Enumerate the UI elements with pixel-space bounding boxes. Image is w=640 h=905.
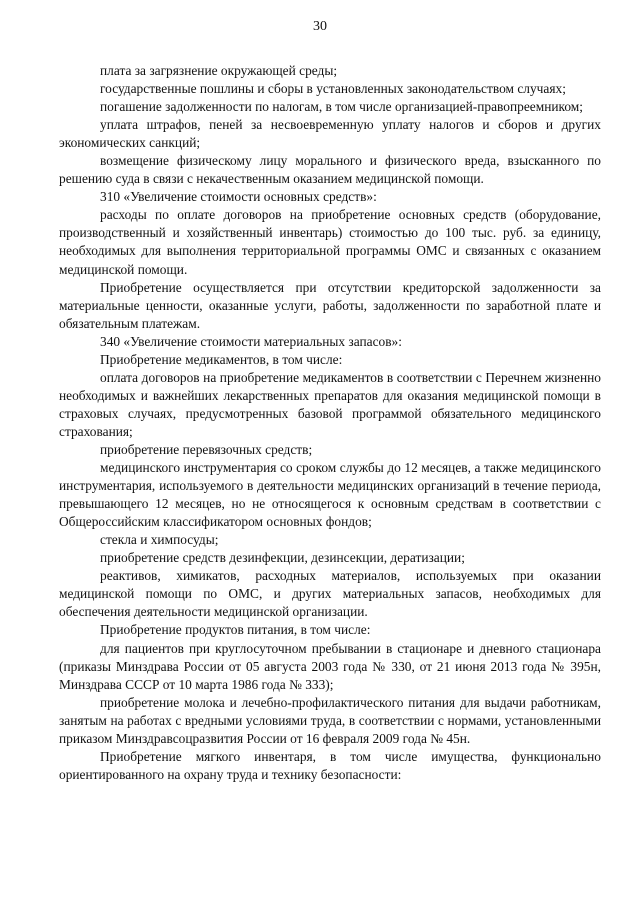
paragraph: оплата договоров на приобретение медикаментов в соответствии с Перечнем жизненно необходимых и важнейших лекарственных препаратов для оказания медицинской помощи в страховых случаях, предусмотренных базовой программой обязательного медицинского страхования;: [59, 369, 601, 439]
document-body: [59, 62, 601, 784]
section-heading: 340 «Увеличение стоимости материальных запасов»:: [100, 333, 402, 349]
paragraph: для пациентов при круглосуточном пребывании в стационаре и дневного стационара (приказы Минздрава России от 05 августа 2003 года № 330, от 21 июня 2013 года № 395н, Минздрава СССР от 10 марта 1986 года № 333);: [59, 640, 601, 692]
paragraph: стекла и химпосуды;: [100, 532, 219, 548]
paragraph: расходы по оплате договоров на приобретение основных средств (оборудование, производственный и хозяйственный инвентарь) стоимостью до 100 тыс. руб. за единицу, необходимых для выполнения территориальной программы ОМС и связанных с оказанием медицинской помощи.: [59, 207, 601, 277]
paragraph: возмещение физическому лицу морального и физического вреда, взысканного по решению суда в связи с некачественным оказанием медицинской помощи.: [59, 153, 601, 187]
paragraph: медицинского инструментария со сроком службы до 12 месяцев, а также медицинского инструментария, используемого в деятельности медицинских организаций в течение периода, превышающего 12 месяцев, но не относящегося к основным средствам в соответствии с Общероссийским классификатором основных фондов;: [59, 460, 601, 530]
section-heading: 310 «Увеличение стоимости основных средств»:: [100, 189, 377, 205]
paragraph: уплата штрафов, пеней за несвоевременную уплату налогов и сборов и других экономических санкций;: [59, 117, 601, 151]
paragraph: Приобретение медикаментов, в том числе:: [100, 351, 343, 367]
paragraph: Приобретение осуществляется при отсутствии кредиторской задолженности за материальные ценности, оказанные услуги, работы, задолженности по заработной плате и обязательным платежам.: [59, 279, 601, 331]
paragraph: приобретение средств дезинфекции, дезинсекции, дератизации;: [100, 550, 465, 566]
paragraph: государственные пошлины и сборы в установленных законодательством случаях;: [100, 81, 566, 97]
paragraph: погашение задолженности по налогам, в том числе организацией-правопреемником;: [100, 99, 583, 115]
paragraph: Приобретение продуктов питания, в том числе:: [100, 622, 371, 638]
page-number: 30: [313, 19, 327, 34]
paragraph: приобретение перевязочных средств;: [100, 441, 313, 457]
paragraph: Приобретение мягкого инвентаря, в том числе имущества, функционально ориентированного на охрану труда и технику безопасности:: [59, 748, 601, 782]
paragraph: реактивов, химикатов, расходных материалов, используемых при оказании медицинской помощи по ОМС, и других материальных запасов, необходимых для обеспечения деятельности медицинской организации.: [59, 568, 601, 620]
paragraph: приобретение молока и лечебно-профилактического питания для выдачи работникам, занятым на работах с вредными условиями труда, в соответствии с нормами, установленными приказом Минздравсоцразвития России от 16 февраля 2009 года № 45н.: [59, 694, 601, 746]
paragraph: плата за загрязнение окружающей среды;: [100, 63, 338, 78]
